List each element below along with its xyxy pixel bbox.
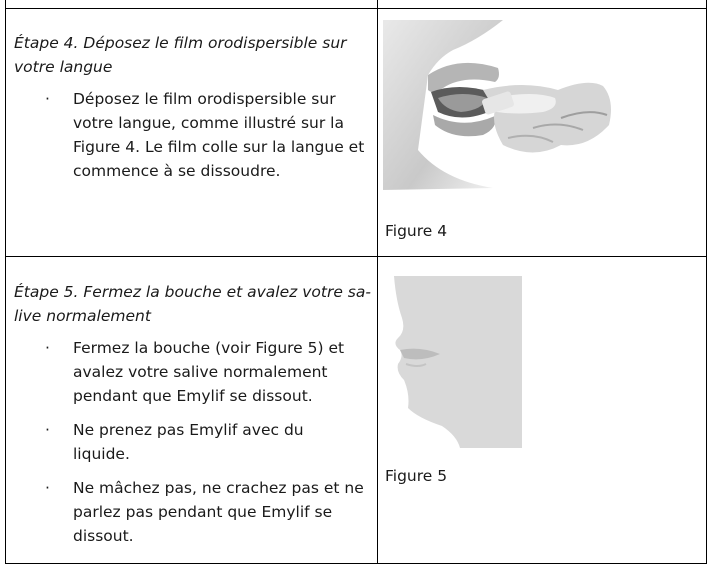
bullet-line: avalez votre salive normalement: [73, 363, 328, 381]
list-item: [14, 87, 374, 183]
bullet-line: parlez pas pendant que Emylif se: [73, 503, 333, 521]
bullet-line: Ne prenez pas Emylif avec du: [73, 421, 304, 439]
table-border-left: [5, 0, 6, 564]
step-4-cell: [14, 31, 374, 193]
bullet-dot: ·: [45, 90, 50, 108]
step-4-title-line-2: votre langue: [14, 58, 113, 76]
bullet-line: Figure 4. Le film colle sur la langue et: [73, 138, 365, 156]
step-4-title: [14, 31, 374, 79]
list-item: [14, 418, 374, 466]
step-4-title-line-1: Étape 4. Déposez le film orodispersible sur: [14, 34, 347, 52]
bullet-line: Ne mâchez pas, ne crachez pas et ne: [73, 479, 364, 497]
table-column-divider: [377, 0, 378, 564]
bullet-line: dissout.: [73, 527, 134, 545]
bullet-dot: ·: [45, 339, 50, 357]
bullet-dot: ·: [45, 421, 50, 439]
list-item: [14, 476, 374, 548]
table-rule-top: [5, 8, 707, 9]
bullet-line: Déposez le film orodispersible sur: [73, 90, 336, 108]
bullet-line: Fermez la bouche (voir Figure 5) et: [73, 339, 345, 357]
step-5-title: [14, 280, 374, 328]
figure-5-illustration: [382, 276, 522, 448]
step-5-title-line-1: Étape 5. Fermez la bouche et avalez votre sa-: [14, 283, 371, 301]
step-5-title-line-2: live normalement: [14, 307, 151, 325]
figure-4-caption: Figure 4: [385, 222, 448, 240]
bullet-line: pendant que Emylif se dissout.: [73, 387, 313, 405]
table-rule-middle: [5, 256, 707, 257]
step-5-bullet-list: [14, 336, 374, 548]
bullet-line: liquide.: [73, 445, 130, 463]
table-border-bottom: [5, 563, 707, 564]
step-5-cell: [14, 280, 374, 558]
list-item: [14, 336, 374, 408]
figure-4-illustration: [383, 20, 618, 190]
bullet-dot: ·: [45, 479, 50, 497]
step-4-bullet-list: [14, 87, 374, 183]
bullet-line: votre langue, comme illustré sur la: [73, 114, 344, 132]
figure-5-caption: Figure 5: [385, 467, 448, 485]
bullet-line: commence à se dissoudre.: [73, 162, 281, 180]
table-border-right: [706, 0, 707, 564]
